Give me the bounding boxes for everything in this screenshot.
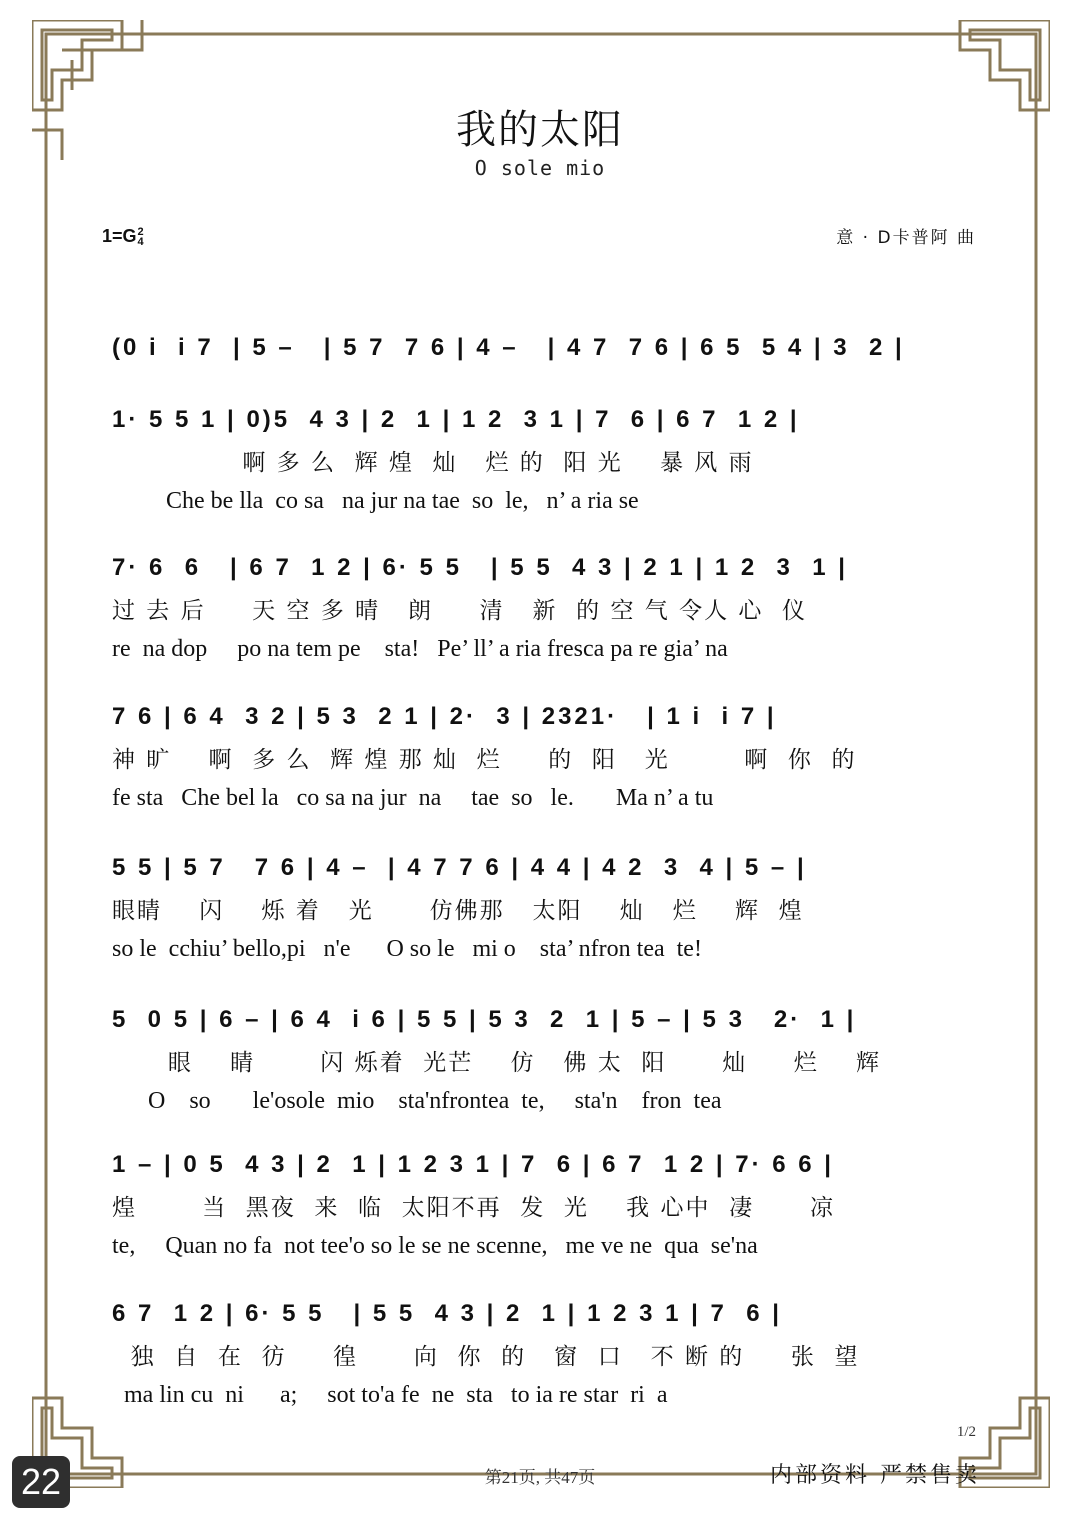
score-system: [112, 1290, 982, 1414]
notation-text: 5 0 5 | 6 – | 6 4 i 6 | 5 5 | 5 3 2 1 | 5 – | 5 3 2· 1 |: [112, 1006, 857, 1033]
lyric-italian: fe sta Che bel la co sa na jur na tae so le. Ma n’ a tu: [112, 785, 714, 811]
composer-credit: 意 · D卡普阿 曲: [836, 228, 976, 248]
footer-page-count: 第21页, 共47页: [484, 1468, 596, 1487]
song-subtitle: O sole mio: [474, 156, 606, 180]
lyric-italian: te, Quan no fa not tee'o so le se ne scenne, me ve ne qua se'na: [112, 1233, 758, 1259]
lyric-chinese: 眼 睛 闪 烁着 光芒 仿 佛 太 阳 灿 烂 辉: [112, 1050, 881, 1076]
notation-text: (0 i i 7 | 5 – | 5 7 7 6 | 4 – | 4 7 7 6 | 6 5 5 4 | 3 2 |: [112, 334, 905, 361]
lyric-chinese: 煌 当 黑夜 来 临 太阳不再 发 光 我 心中 凄 凉: [112, 1195, 835, 1221]
notation-line: [112, 1290, 982, 1338]
lyric-italian: Che be lla co sa na jur na tae so le, n’ a ria se: [112, 488, 639, 514]
notation-text: 6 7 1 2 | 6· 5 5 | 5 5 4 3 | 2 1 | 1 2 3 1 | 7 6 |: [112, 1300, 782, 1327]
lyric-italian: re na dop po na tem pe sta! Pe’ ll’ a ria fresca pa re gia’ na: [112, 636, 728, 662]
score-system: [112, 544, 982, 668]
notation-line: [112, 544, 982, 592]
score-system: [112, 693, 982, 817]
lyric-chinese: 独 自 在 彷 徨 向 你 的 窗 口 不 断 的 张 望: [112, 1344, 860, 1370]
time-signature: [138, 227, 144, 247]
notation-line: [112, 844, 982, 892]
time-denominator: 4: [137, 236, 144, 249]
page-fraction: 1/2: [956, 1424, 976, 1440]
lyric-italian: so le cchiu’ bello,pi n'e O so le mi o sta’ nfron tea te!: [112, 936, 702, 962]
lyric-chinese: 啊 多 么 辉 煌 灿 烂 的 阳 光 暴 风 雨: [112, 450, 754, 476]
notation-line: [112, 996, 982, 1044]
score-system: [112, 844, 982, 968]
time-numerator: 2: [137, 226, 144, 239]
footer-notice: 内部资料 严禁售卖: [770, 1463, 980, 1488]
score-system: [112, 324, 982, 372]
notation-line: [112, 324, 982, 372]
lyric-italian: ma lin cu ni a; sot to'a fe ne sta to ia re star ri a: [112, 1382, 668, 1408]
notation-line: [112, 396, 982, 444]
lyric-chinese: 眼睛 闪 烁 着 光 仿佛那 太阳 灿 烂 辉 煌: [112, 898, 804, 924]
notation-text: 5 5 | 5 7 7 6 | 4 – | 4 7 7 6 | 4 4 | 4 2 3 4 | 5 – |: [112, 854, 807, 881]
lyric-chinese: 神 旷 啊 多 么 辉 煌 那 灿 烂 的 阳 光 啊 你 的: [112, 747, 857, 773]
score-system: [112, 996, 982, 1120]
key-label: 1=G: [102, 226, 137, 246]
score-system: [112, 1141, 982, 1265]
lyric-italian: O so le'osole mio sta'nfrontea te, sta'n fron tea: [112, 1088, 722, 1114]
score-system: [112, 396, 982, 520]
notation-text: 1· 5 5 1 | 0)5 4 3 | 2 1 | 1 2 3 1 | 7 6 | 6 7 1 2 |: [112, 406, 800, 433]
notation-text: 7· 6 6 | 6 7 1 2 | 6· 5 5 | 5 5 4 3 | 2 1 | 1 2 3 1 |: [112, 554, 848, 581]
notation-line: [112, 693, 982, 741]
page-badge[interactable]: 22: [12, 1456, 70, 1508]
key-signature: [102, 226, 144, 247]
song-title: 我的太阳: [456, 107, 624, 153]
notation-text: 7 6 | 6 4 3 2 | 5 3 2 1 | 2· 3 | 2321· | 1 i i 7 |: [112, 703, 777, 730]
notation-text: 1 – | 0 5 4 3 | 2 1 | 1 2 3 1 | 7 6 | 6 7 1 2 | 7· 6 6 |: [112, 1151, 835, 1178]
lyric-chinese: 过 去 后 天 空 多 晴 朗 清 新 的 空 气 令人 心 仪: [112, 598, 808, 624]
notation-line: [112, 1141, 982, 1189]
